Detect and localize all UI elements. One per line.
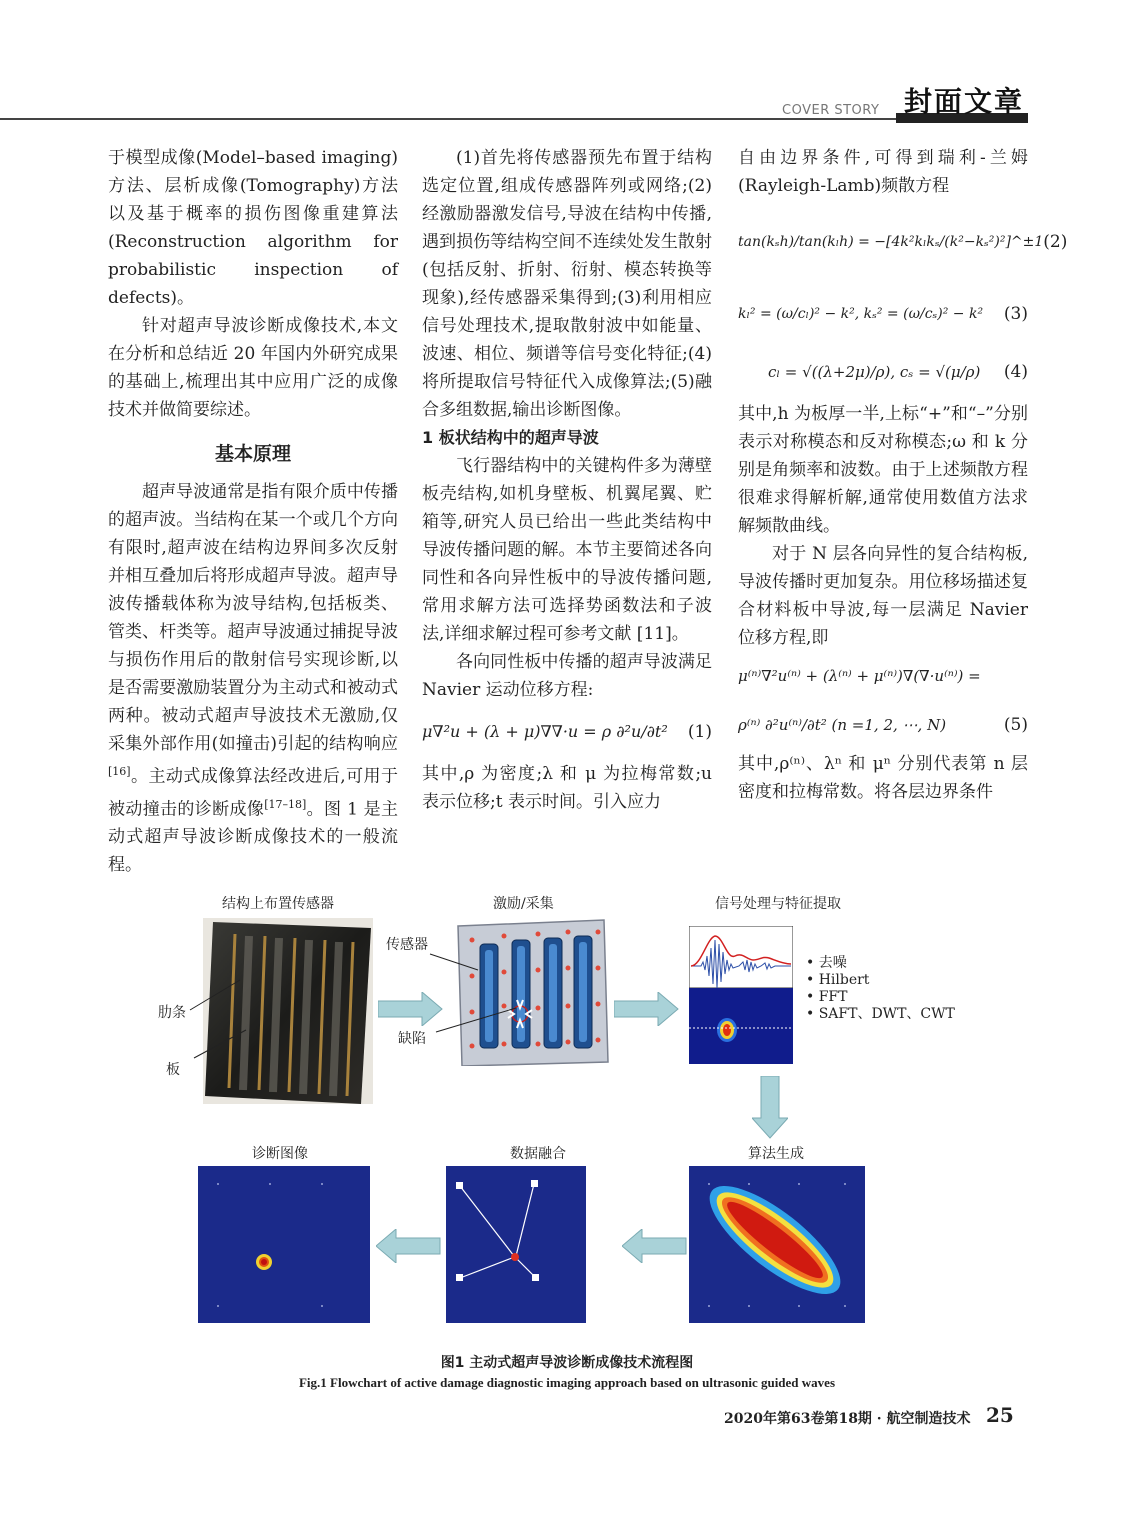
method-item: • 去噪 [806,955,847,971]
section-label-en: COVER STORY [782,103,880,118]
paragraph: 于模型成像(Model–based imaging)方法、层析成像(Tomography)方法以及基于概率的损伤图像重建算法(Reconstruction algorithm for probabilistic inspection of defects)。 [108,148,398,308]
data-fusion-diagram [446,1166,586,1323]
figure-caption-en: Fig.1 Flowchart of active damage diagnostic imaging approach based on ultrasonic guided waves [298,1375,836,1390]
panel-title: 数据融合 [510,1146,566,1162]
paragraph: 其中,ρ⁽ⁿ⁾、λⁿ 和 μⁿ 分别代表第 n 层密度和拉梅常数。将各层边界条件 [738,754,1028,802]
method-list [806,955,955,1023]
panel-title: 诊断图像 [252,1146,308,1162]
flow-arrow-right [614,992,680,1026]
leader-lines [180,930,380,1070]
paragraph: 超声导波通常是指有限介质中传播的超声波。当结构在某一个或几个方向有限时,超声波在结构边界间多次反射并相互叠加后将形成超声导波。超声导波传播载体称为波导结构,包括板类、管类、杆类等。超声导波通过捕捉导波与损伤作用后的散射信号实现诊断,以是否需要激励装置分为主动式和被动式两种。被动式超声导波技术无激励,仅采集外部作用(如撞击)引起的结构响应[16]。主动式成像算法经改进后,可用于被动撞击的诊断成像[17–18]。图 1 是主动式超声导波诊断成像技术的一般流程。 [108,482,399,876]
panel-title: 信号处理与特征提取 [715,896,841,912]
journal-info: 2020年第63卷第18期 · 航空制造技术 [724,1411,971,1427]
subsection-heading: 1 板状结构中的超声导波 [422,428,599,447]
flow-arrow-down [752,1076,788,1140]
leader-lines [420,940,530,1040]
paragraph: 其中,h 为板厚一半,上标“+”和“–”分别表示对称模态和反对称模态;ω 和 k 分别是角频率和波数。由于上述频散方程很难求得解析解,通常使用数值方法求解频散曲线。 [738,404,1028,536]
panel-title: 结构上布置传感器 [222,896,334,912]
paragraph: 对于 N 层各向异性的复合结构板,导波传播时更加复杂。用位移场描述复合材料板中导波,每一层满足 Navier 位移方程,即 [738,544,1028,648]
text-column-2 [422,144,712,816]
method-item: • Hilbert [806,972,870,988]
equation-5b: ρ⁽ⁿ⁾ ∂²u⁽ⁿ⁾/∂t² (n =1, 2, ⋯, N) (5) [738,715,1028,735]
section-heading: 基本原理 [214,443,291,465]
panel-title: 激励/采集 [493,896,554,912]
label-plate: 板 [166,1062,180,1078]
equation-5a: μ⁽ⁿ⁾∇²u⁽ⁿ⁾ + (λ⁽ⁿ⁾ + μ⁽ⁿ⁾)∇(∇·u⁽ⁿ⁾) = [738,667,981,685]
citation[interactable]: [17–18] [264,797,307,811]
page-number: 25 [986,1403,1014,1427]
text-column-1 [108,144,398,879]
paragraph: 各向同性板中传播的超声导波满足 Navier 运动位移方程: [422,652,712,700]
signal-waveform-and-spectrogram [689,926,793,1064]
equation-2: tan(kₛh)/tan(kₗh) = −[4k²kₗkₛ/(k²−kₛ²)²]^±1 (2) [738,232,1068,252]
method-item: • SAFT、DWT、CWT [806,1006,955,1022]
text-column-3 [738,144,1068,806]
equation-1: μ∇²u + (λ + μ)∇∇·u = ρ ∂²u/∂t² (1) [422,722,712,742]
section-label-zh: 封面文章 [904,85,1025,118]
label-rib: 肋条 [158,1005,186,1021]
equation-3: kₗ² = (ω/cₗ)² − k², kₛ² = (ω/cₛ)² − k² (3) [738,304,1028,324]
figure-caption-zh: 图1 主动式超声导波诊断成像技术流程图 [440,1355,694,1371]
label-sensor: 传感器 [386,937,428,953]
header-rule [0,118,1028,120]
flow-arrow-left [622,1229,688,1263]
paragraph: 飞行器结构中的关键构件多为薄壁板壳结构,如机身壁板、机翼尾翼、贮箱等,研究人员已给出一些此类结构中导波传播问题的解。本节主要简述各向同性和各向异性板中的导波传播问题,常用求解方法可选择势函数法和子波法,详细求解过程可参考文献 [11]。 [422,456,712,644]
paragraph: 其中,ρ 为密度;λ 和 μ 为拉梅常数;u 表示位移;t 表示时间。引入应力 [422,764,712,812]
paragraph: (1)首先将传感器预先布置于结构选定位置,组成传感器阵列或网络;(2)经激励器激发信号,导波在结构中传播,遇到损伤等结构空间不连续处发生散射(包括反射、折射、衍射、模态转换等现象),经传感器采集得到;(3)利用相应信号处理技术,提取散射波中如能量、波速、相位、频谱等信号变化特征;(4)将所提取信号特征代入成像算法;(5)融合多组数据,输出诊断图像。 [422,148,712,420]
panel-title: 算法生成 [748,1146,804,1162]
method-item: • FFT [806,989,848,1005]
label-defect: 缺陷 [398,1031,426,1047]
flow-arrow-left [376,1229,442,1263]
paragraph: 自由边界条件,可得到瑞利-兰姆(Rayleigh-Lamb)频散方程 [738,148,1028,196]
citation[interactable]: [16] [108,765,131,778]
paragraph: 针对超声导波诊断成像技术,本文在分析和总结近 20 年国内外研究成果的基础上,梳理出其中应用广泛的成像技术并做简要综述。 [108,316,398,420]
diagnostic-image [198,1166,370,1323]
equation-4: cₗ = √((λ+2μ)/ρ), cₛ = √(μ/ρ) (4) [768,362,1028,382]
algorithm-output-image [689,1166,865,1323]
